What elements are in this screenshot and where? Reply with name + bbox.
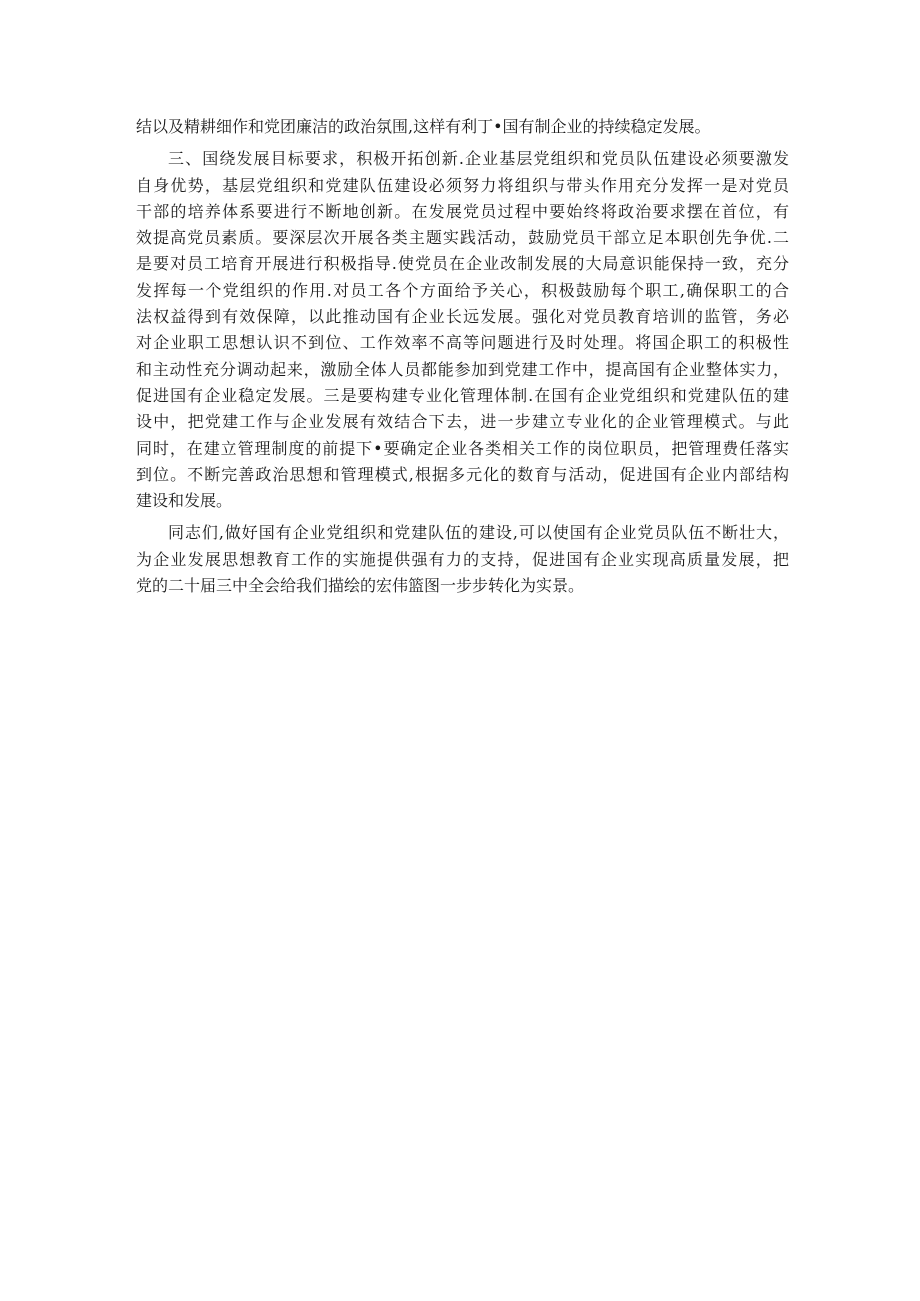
text-line: 对企业职工思想认识不到位、工作效率不高等问题进行及时处理。将国企职工的积极性 — [136, 333, 789, 353]
paragraph-p3 — [136, 520, 789, 599]
text-line: 和主动性充分调动起来，激励全体人员都能参加到党建工作中，提高国有企业整体实力， — [136, 359, 789, 379]
text-line: 三、国绕发展目标要求，积极开拓创新.企业基层党组织和党员队伍建设必须要激发 — [168, 149, 789, 169]
text-line: 发挥每一个党组织的作用.对员工各个方面给予关心，积极鼓励每个职工,确保职工的合 — [136, 280, 789, 300]
paragraph-p2 — [136, 146, 789, 514]
text-line: 建设和发展。 — [136, 491, 233, 511]
text-line: 同志们,做好国有企业党组织和党建队伍的建设,可以使国有企业党员队伍不断壮大， — [168, 523, 789, 543]
text-line: 是要对员工培育开展进行积极指导.使党员在企业改制发展的大局意识能保持一致，充分 — [136, 254, 789, 274]
text-line: 促进国有企业稳定发展。三是要构建专业化管理体制.在国有企业党组织和党建队伍的建 — [136, 385, 789, 405]
text-line: 结以及精耕细作和党团廉洁的政治氛围,这样有利丁•国有制企业的持续稳定发展。 — [136, 117, 711, 136]
text-line: 同时，在建立管理制度的前提下•要确定企业各类相关工作的岗位职员，把管理费任落实 — [136, 438, 789, 458]
text-line: 党的二十届三中全会给我们描绘的宏伟篮图一步步转化为实景。 — [136, 576, 585, 596]
text-line: 到位。不断完善政治思想和管理模式,根据多元化的数育与活动，促进国有企业内部结构 — [136, 464, 789, 484]
document-body — [136, 114, 789, 599]
text-line: 为企业发展思想教育工作的实施提供强有力的支持，促进国有企业实现高质量发展，把 — [136, 549, 789, 569]
text-line: 干部的培养体系要进行不断地创新。在发展党员过程中要始终将政治要求摆在首位，有 — [136, 201, 789, 221]
paragraph-p1 — [136, 114, 789, 140]
text-line: 效提高党员素质。要深层次开展各类主题实践活动，鼓励党员干部立足本职创先争优.二 — [136, 228, 789, 248]
text-line: 自身优势，基层党组织和党建队伍建设必须努力将组织与带头作用充分发挥一是对党员 — [136, 175, 789, 195]
text-line: 法权益得到有效保障，以此推动国有企业长远发展。强化对党员教育培训的监管，务必 — [136, 307, 789, 327]
text-line: 设中，把党建工作与企业发展有效结合下去，进一步建立专业化的企业管理模式。与此 — [136, 412, 789, 432]
